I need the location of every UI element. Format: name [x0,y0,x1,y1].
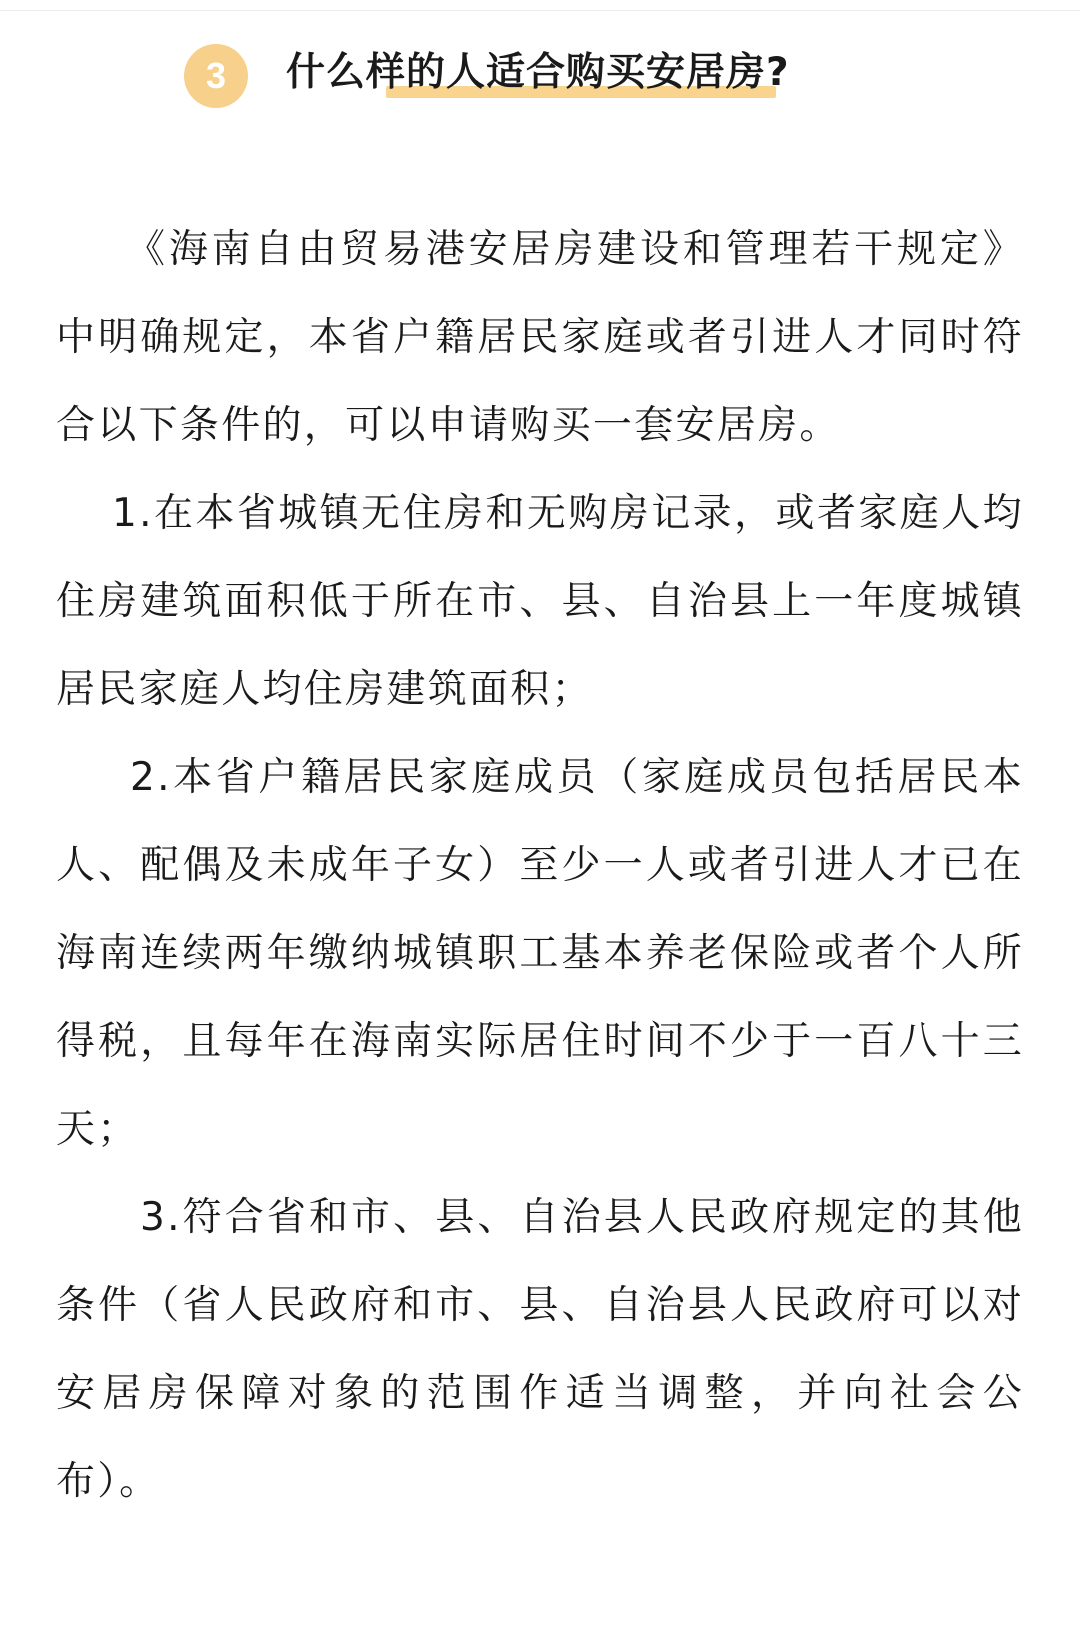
intro-paragraph: 《海南自由贸易港安居房建设和管理若干规定》中明确规定，本省户籍居民家庭或者引进人才同时符合以下条件的，可以申请购买一套安居房。 [56,227,1024,448]
section-header [0,38,1080,108]
top-divider [0,10,1080,11]
section-title-wrap [286,38,790,108]
condition-1-paragraph: 1.在本省城镇无住房和无购房记录，或者家庭人均住房建筑面积低于所在市、县、自治县上一年度城镇居民家庭人均住房建筑面积； [56,491,1024,712]
section-number-badge: 3 [184,44,248,108]
article-body [56,206,1024,1526]
section-title: 什么样的人适合购买安居房? [286,50,790,95]
condition-3-paragraph: 3.符合省和市、县、自治县人民政府规定的其他条件（省人民政府和市、县、自治县人民政府可以对安居房保障对象的范围作适当调整，并向社会公布）。 [56,1195,1024,1504]
condition-2-paragraph: 2.本省户籍居民家庭成员（家庭成员包括居民本人、配偶及未成年子女）至少一人或者引进人才已在海南连续两年缴纳城镇职工基本养老保险或者个人所得税，且每年在海南实际居住时间不少于一百八十三天； [56,755,1024,1152]
